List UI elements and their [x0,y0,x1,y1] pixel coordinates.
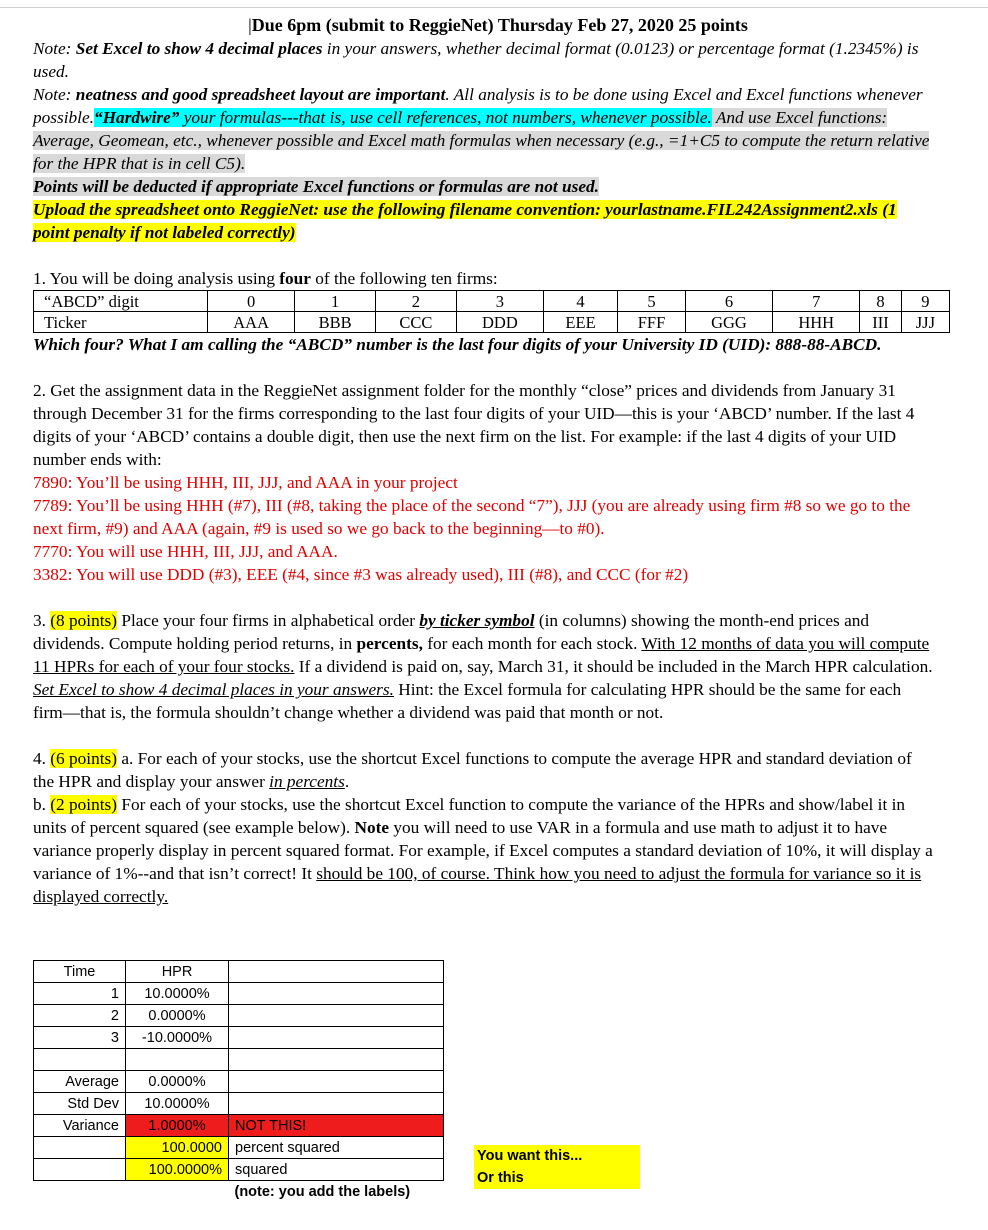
q4-part-a: 4. (6 points) a. For each of your stocks, use the shortcut Excel functions to compute the average HPR and standard deviation of the HPR and display your answer in percents. [33,749,912,791]
ticker-row [34,312,950,333]
ticker-cell: DDD [456,312,543,333]
q2-example-4: 3382: You will use DDD (#3), EEE (#4, since #3 was already used), III (#8), and CCC (for #2) [33,565,689,584]
empty-row [34,1049,444,1071]
q2-example-2: 7789: You’ll be using HHH (#7), III (#8, taking the place of the second “7”), JJJ (you are already using firm #8 so we go to the next firm, #9) and AAA (again, #9 is used so we go back to the beginning—to #0). [33,496,911,538]
note-deductions: Points will be deducted if appropriate Excel functions or formulas are not used. [33,177,599,196]
digit-cell: 6 [685,291,772,312]
ticker-row-label: Ticker [34,312,208,333]
footnote-row [34,1181,444,1203]
example-table [33,960,444,1202]
digit-cell: 7 [773,291,860,312]
q1-which: Which four? What I am calling the “ABCD” number is the last four digits of your University ID (UID): 888-88-ABCD. [33,335,882,354]
note-neatness: Note: neatness and good spreadsheet layout are important. All analysis is to be done using Excel and Excel functions whenever possible.“Hardwire” your formulas---that is, use cell references, not numbers, whenever possible. And use Excel functions: Average, Geomean, etc., whenever possible and Excel math formulas when necessary (e.g., =1+C5 to compute the return relative for the HPR that is in cell C5). [33,85,930,173]
ticker-cell: III [860,312,902,333]
note-upload: Upload the spreadsheet onto ReggieNet: use the following filename convention: yourlastname.FIL242Assignment2.xls (1 point penalty if not labeled correctly) [33,200,897,242]
ticker-cell: FFF [618,312,686,333]
ticker-cell: JJJ [901,312,949,333]
digit-cell: 2 [375,291,456,312]
digit-row [34,291,950,312]
digit-row-label: “ABCD” digit [34,291,208,312]
q3-text: 3. (8 points) Place your four firms in alphabetical order by ticker symbol (in columns) showing the month-end prices and dividends. Compute holding period returns, in percents, for each month for each stock. With 12 months of data you will compute 11 HPRs for each of your four stocks. If a dividend is paid on, say, March 31, it should be included in the March HPR calculation. Set Excel to show 4 decimal places in your answers. Hint: the Excel formula for calculating HPR should be the same for each firm—that is, the formula shouldn’t change whether a dividend was paid that month or not. [33,611,933,722]
ticker-cell: HHH [773,312,860,333]
digit-cell: 3 [456,291,543,312]
table-row: 1 10.0000% [34,983,444,1005]
q2-text: 2. Get the assignment data in the ReggieNet assignment folder for the monthly “close” prices and dividends from January 31 through December 31 for the firms corresponding to the last four digits of your UID—this is your ‘ABCD’ number. If the last 4 digits of your ‘ABCD’ contains a double digit, then use the next firm on the list. For example: if the last 4 digits of your UID number ends with: [33,381,915,469]
q4-part-b: b. (2 points) For each of your stocks, use the shortcut Excel function to compute the variance of the HPRs and show/label it in units of percent squared (see example below). Note you will need to use VAR in a formula and use math to adjust it to have variance properly display in percent squared format. For example, if Excel computes a standard deviation of 10%, it will display a variance of 1%--and that isn’t correct! It should be 100, of course. Think how you need to adjust the formula for variance so it is displayed correctly. [33,795,933,906]
you-want-this-callout: You want this... Or this [474,1145,640,1189]
digit-cell: 8 [860,291,902,312]
footnote: (note: you add the labels) [234,1183,411,1200]
digit-cell: 1 [295,291,376,312]
variance-row: Variance 1.0000% NOT THIS! [34,1115,444,1137]
digit-cell: 5 [618,291,686,312]
table-row: 3 -10.0000% [34,1027,444,1049]
ticker-cell: AAA [208,312,295,333]
squared-row: 100.0000% squared [34,1159,444,1181]
not-this-label: NOT THIS! [229,1115,444,1137]
ticker-cell: CCC [375,312,456,333]
top-divider [0,7,988,8]
digit-cell: 9 [901,291,949,312]
digit-cell: 4 [543,291,617,312]
percent-squared-row: 100.0000 percent squared [34,1137,444,1159]
stddev-row: Std Dev 10.0000% [34,1093,444,1115]
q1-intro: 1. You will be doing analysis using four of the following ten firms: [33,269,498,288]
hpr-header: HPR [126,961,229,983]
ticker-cell: GGG [685,312,772,333]
assignment-document [33,14,936,908]
firms-table [33,290,950,333]
note-decimals: Note: Set Excel to show 4 decimal places in your answers, whether decimal format (0.0123) or percentage format (1.2345%) is used. [33,39,919,81]
q2-example-3: 7770: You will use HHH, III, JJJ, and AAA. [33,542,338,561]
time-header: Time [34,961,126,983]
header-row [34,961,444,983]
digit-cell: 0 [208,291,295,312]
average-row: Average 0.0000% [34,1071,444,1093]
q2-example-1: 7890: You’ll be using HHH, III, JJJ, and AAA in your project [33,473,458,492]
ticker-cell: BBB [295,312,376,333]
ticker-cell: EEE [543,312,617,333]
page-title: |Due 6pm (submit to ReggieNet) Thursday Feb 27, 2020 25 points [248,15,748,35]
excel-example [33,960,583,1202]
table-row: 2 0.0000% [34,1005,444,1027]
